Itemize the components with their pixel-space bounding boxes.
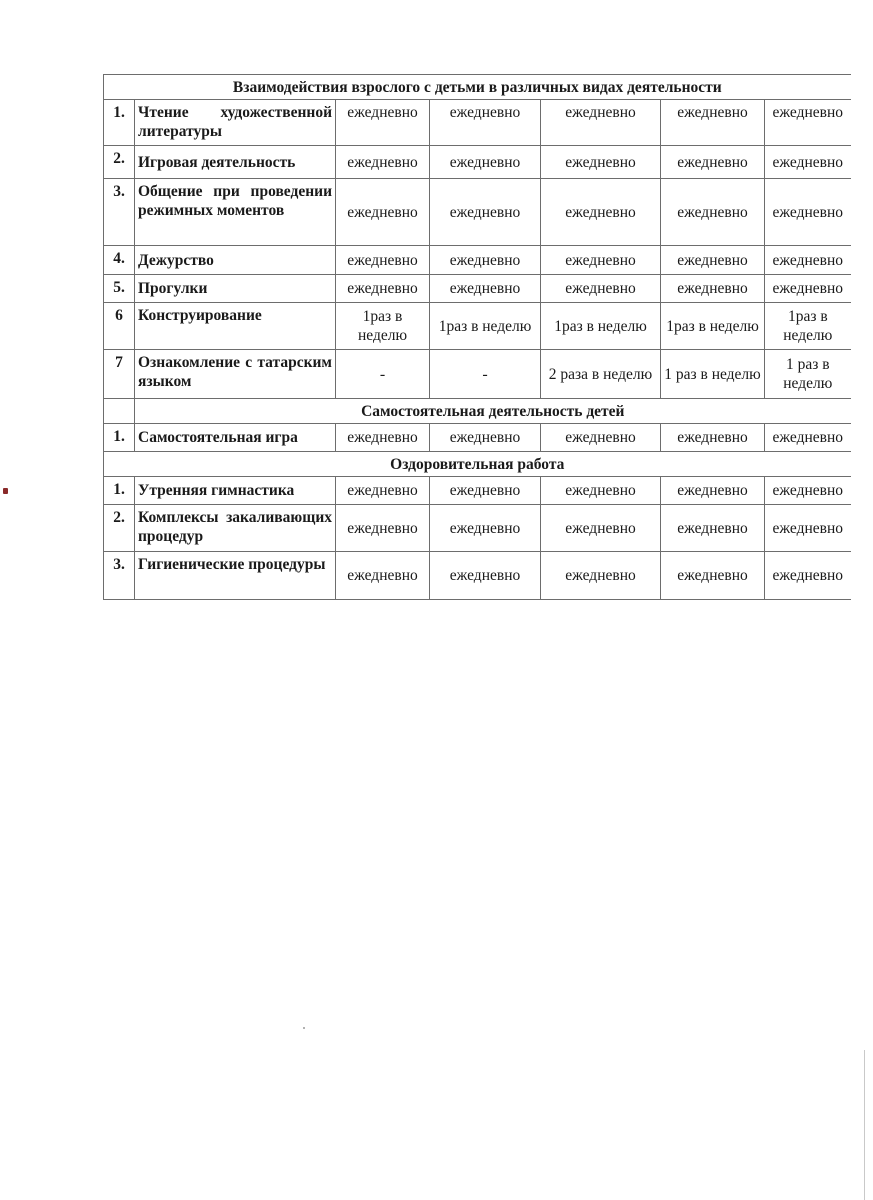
frequency-cell: ежедневно (541, 552, 661, 600)
frequency-cell: - (336, 350, 430, 399)
frequency-cell: ежедневно (765, 100, 851, 146)
activity-name: Самостоятельная игра (135, 424, 336, 452)
frequency-cell: ежедневно (336, 246, 430, 275)
activity-name: Ознакомление с татарским языком (135, 350, 336, 399)
frequency-cell: ежедневно (336, 424, 430, 452)
table-row (104, 477, 851, 505)
frequency-cell: 1раз в неделю (336, 303, 430, 350)
frequency-cell: ежедневно (336, 146, 430, 179)
table-row (104, 179, 851, 246)
section-header (104, 452, 851, 477)
frequency-cell: ежедневно (661, 146, 765, 179)
frequency-cell: ежедневно (541, 275, 661, 303)
frequency-cell: ежедневно (661, 477, 765, 505)
table-row (104, 275, 851, 303)
frequency-cell: ежедневно (336, 275, 430, 303)
activity-name: Дежурство (135, 246, 336, 275)
row-number: 7 (104, 350, 135, 399)
frequency-cell: ежедневно (336, 100, 430, 146)
frequency-cell: ежедневно (336, 552, 430, 600)
schedule-table (103, 74, 851, 600)
activity-name: Утренняя гимнастика (135, 477, 336, 505)
frequency-cell: ежедневно (336, 505, 430, 552)
frequency-cell: ежедневно (661, 246, 765, 275)
frequency-cell: ежедневно (541, 246, 661, 275)
frequency-cell: ежедневно (541, 424, 661, 452)
table-row (104, 303, 851, 350)
table-row (104, 146, 851, 179)
frequency-cell: ежедневно (430, 552, 541, 600)
frequency-cell: ежедневно (765, 246, 851, 275)
frequency-cell: 1раз в неделю (430, 303, 541, 350)
frequency-cell: ежедневно (541, 100, 661, 146)
frequency-cell: ежедневно (661, 275, 765, 303)
activity-name: Общение при проведении режимных моментов (135, 179, 336, 246)
activity-name: Прогулки (135, 275, 336, 303)
row-number: 3. (104, 552, 135, 600)
frequency-cell: ежедневно (430, 100, 541, 146)
table-row (104, 350, 851, 399)
frequency-cell: 1раз в неделю (765, 303, 851, 350)
frequency-cell: 1 раз в неделю (661, 350, 765, 399)
frequency-cell: ежедневно (430, 146, 541, 179)
frequency-cell: ежедневно (661, 179, 765, 246)
frequency-cell: ежедневно (541, 146, 661, 179)
frequency-cell: ежедневно (430, 505, 541, 552)
frequency-cell: ежедневно (541, 505, 661, 552)
section-title: Самостоятельная деятельность детей (135, 399, 851, 424)
table-row (104, 246, 851, 275)
section-number-blank (104, 399, 135, 424)
frequency-cell: - (430, 350, 541, 399)
table-row (104, 424, 851, 452)
table-row (104, 505, 851, 552)
row-number: 3. (104, 179, 135, 246)
frequency-cell: ежедневно (765, 275, 851, 303)
frequency-cell: ежедневно (765, 424, 851, 452)
frequency-cell: ежедневно (541, 179, 661, 246)
frequency-cell: ежедневно (765, 505, 851, 552)
frequency-cell: ежедневно (430, 179, 541, 246)
frequency-cell: ежедневно (336, 477, 430, 505)
row-number: 2. (104, 146, 135, 179)
frequency-cell: ежедневно (430, 477, 541, 505)
scan-speck (3, 488, 8, 494)
section-title: Взаимодействия взрослого с детьми в различных видах деятельности (104, 75, 851, 100)
section-title: Оздоровительная работа (104, 452, 851, 477)
frequency-cell: 1раз в неделю (661, 303, 765, 350)
frequency-cell: ежедневно (765, 179, 851, 246)
frequency-cell: ежедневно (661, 424, 765, 452)
frequency-cell: ежедневно (336, 179, 430, 246)
row-number: 6 (104, 303, 135, 350)
activity-name: Чтение художественной литературы (135, 100, 336, 146)
frequency-cell: ежедневно (661, 100, 765, 146)
frequency-cell: 2 раза в неделю (541, 350, 661, 399)
scan-edge (864, 1050, 865, 1200)
row-number: 4. (104, 246, 135, 275)
frequency-cell: ежедневно (430, 246, 541, 275)
frequency-cell: 1 раз в неделю (765, 350, 851, 399)
section-header (104, 75, 851, 100)
row-number: 1. (104, 424, 135, 452)
activity-name: Комплексы закаливающих процедур (135, 505, 336, 552)
section-header (104, 399, 851, 424)
activity-name: Игровая деятельность (135, 146, 336, 179)
table-row (104, 100, 851, 146)
row-number: 1. (104, 100, 135, 146)
table-row (104, 552, 851, 600)
frequency-cell: ежедневно (765, 477, 851, 505)
frequency-cell: 1раз в неделю (541, 303, 661, 350)
frequency-cell: ежедневно (765, 146, 851, 179)
activity-name: Конструирование (135, 303, 336, 350)
frequency-cell: ежедневно (430, 424, 541, 452)
activity-name: Гигиенические процедуры (135, 552, 336, 600)
frequency-cell: ежедневно (541, 477, 661, 505)
frequency-cell: ежедневно (661, 552, 765, 600)
row-number: 1. (104, 477, 135, 505)
frequency-cell: ежедневно (430, 275, 541, 303)
scan-speck (303, 1027, 305, 1029)
frequency-cell: ежедневно (661, 505, 765, 552)
row-number: 2. (104, 505, 135, 552)
row-number: 5. (104, 275, 135, 303)
frequency-cell: ежедневно (765, 552, 851, 600)
